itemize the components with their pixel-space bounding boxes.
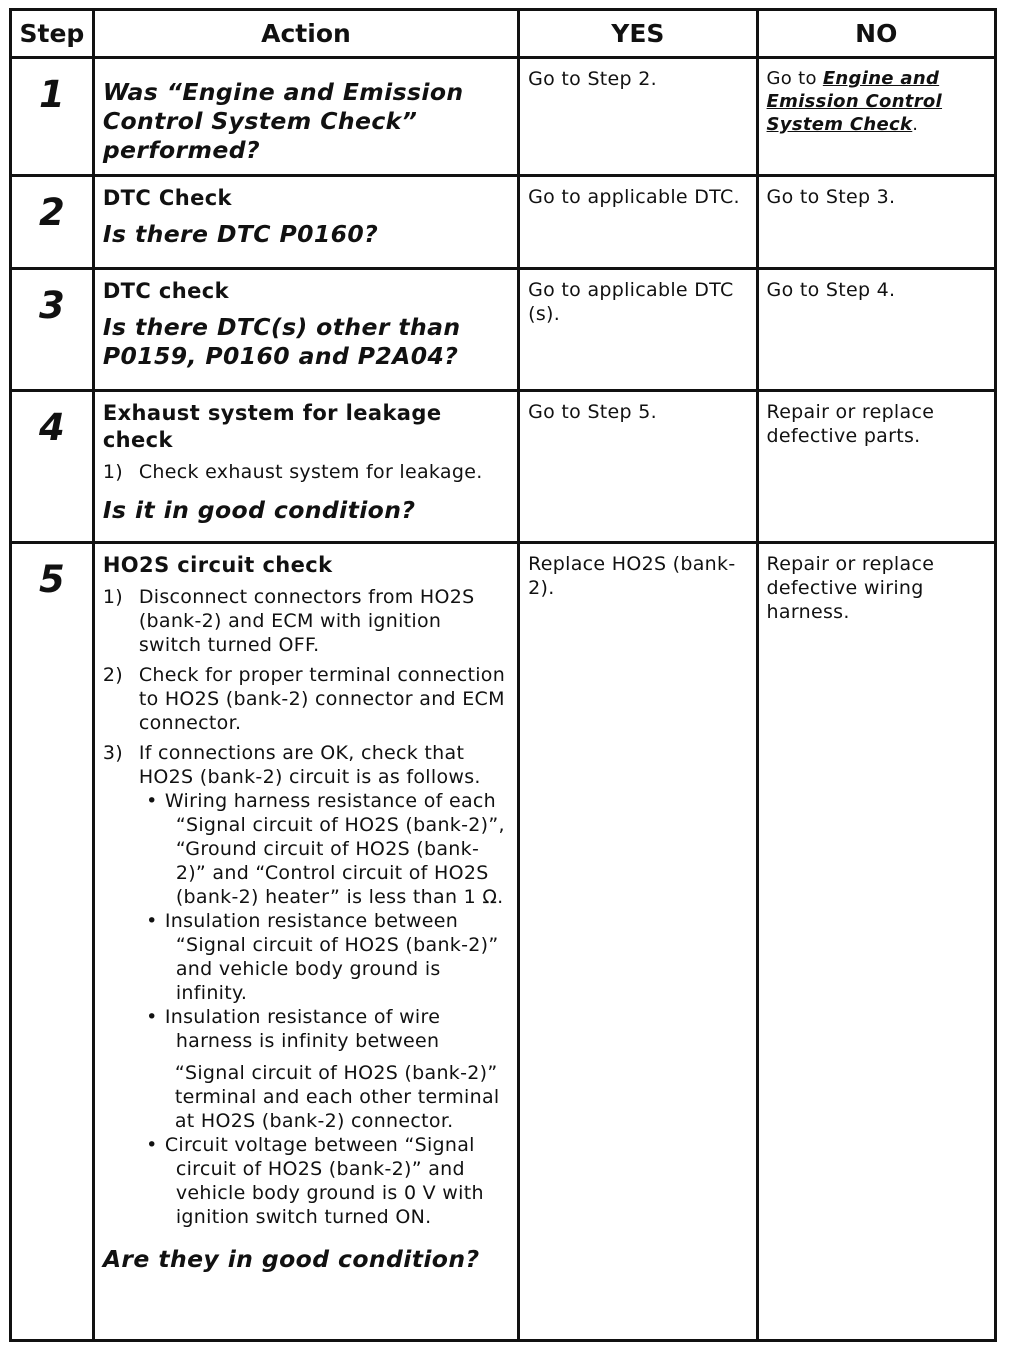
bullet-item (139, 1005, 509, 1053)
yes-cell: Replace HO2S (bank-2). (519, 543, 757, 1341)
step-number: 3 (11, 269, 94, 391)
bullet-item (139, 1133, 509, 1229)
item-number: 1) (102, 461, 123, 483)
step-number: 5 (11, 543, 94, 1341)
table-header-row (11, 10, 996, 58)
item-text: Disconnect connectors from HO2S (bank-2) and ECM with ignition switch turned OFF. (138, 586, 475, 656)
action-cell (93, 543, 518, 1341)
table-row-step-5 (11, 543, 996, 1341)
step-number: 4 (11, 391, 94, 543)
yes-cell: Go to Step 5. (519, 391, 757, 543)
bullet-item (139, 789, 509, 909)
list-item (103, 585, 509, 657)
action-cell (93, 176, 518, 269)
no-cell: Repair or replace defective wiring harness. (757, 543, 995, 1341)
step-number: 1 (11, 58, 94, 176)
bullet-item (139, 909, 509, 1005)
step-heading: HO2S circuit check (102, 553, 333, 577)
step-heading: DTC Check (102, 186, 232, 210)
bullet-icon: • (146, 1134, 158, 1156)
no-cell: Repair or replace defective parts. (757, 391, 995, 543)
yes-cell: Go to applicable DTC (s). (519, 269, 757, 391)
diagnostic-flow-table (9, 8, 997, 1342)
header-yes: YES (519, 10, 757, 58)
table-row-step-2 (11, 176, 996, 269)
step-heading: Exhaust system for leakage check (102, 401, 442, 452)
bullet-text: Insulation resistance between “Signal circuit of HO2S (bank-2)” and vehicle body ground is infinity. (164, 910, 499, 1004)
action-cell (93, 391, 518, 543)
table-row-step-3 (11, 269, 996, 391)
no-suffix: . (912, 114, 919, 135)
bullet-text: Insulation resistance of wire harness is infinity between (164, 1006, 441, 1052)
item-text: Check for proper terminal connection to HO2S (bank-2) connector and ECM connector. (138, 664, 506, 734)
header-no: NO (757, 10, 995, 58)
list-item (103, 460, 509, 484)
yes-cell: Go to Step 2. (519, 58, 757, 176)
list-item (103, 663, 509, 735)
header-action: Action (93, 10, 518, 58)
bullet-continuation: “Signal circuit of HO2S (bank-2)” terminal and each other terminal at HO2S (bank-2) connector. (174, 1062, 500, 1132)
item-number: 2) (102, 664, 123, 686)
step-question: Was “Engine and Emission Control System Check” performed? (102, 78, 464, 164)
item-text: If connections are OK, check that HO2S (bank-2) circuit is as follows. (138, 742, 481, 788)
no-prefix: Go to (766, 68, 823, 89)
bullet-text: Wiring harness resistance of each “Signal circuit of HO2S (bank-2)”, “Ground circuit of HO2S (bank-2)” and “Control circuit of HO2S (bank-2) heater” is less than 1 Ω. (164, 790, 505, 908)
table-row-step-4 (11, 391, 996, 543)
bullet-icon: • (146, 790, 158, 812)
item-text: Check exhaust system for leakage. (138, 461, 483, 483)
item-number: 1) (102, 586, 123, 608)
step-number: 2 (11, 176, 94, 269)
step-heading: DTC check (102, 279, 229, 303)
action-cell (93, 58, 518, 176)
item-number: 3) (102, 742, 123, 764)
table-row-step-1 (11, 58, 996, 176)
no-cell (757, 58, 995, 176)
no-cell: Go to Step 3. (757, 176, 995, 269)
header-step: Step (11, 10, 94, 58)
list-item (103, 741, 509, 789)
bullet-icon: • (146, 910, 158, 932)
engine-emission-check-link[interactable]: Engine and Emission Control System Check (766, 68, 943, 135)
yes-cell: Go to applicable DTC. (519, 176, 757, 269)
bullet-icon: • (146, 1006, 158, 1028)
step-question: Is it in good condition? (102, 496, 416, 524)
no-cell: Go to Step 4. (757, 269, 995, 391)
step-question: Is there DTC(s) other than P0159, P0160 and P2A04? (102, 313, 461, 370)
bullet-text: Circuit voltage between “Signal circuit of HO2S (bank-2)” and vehicle body ground is 0 V with ignition switch turned ON. (164, 1134, 484, 1228)
action-cell (93, 269, 518, 391)
step-question: Are they in good condition? (102, 1245, 480, 1273)
step-question: Is there DTC P0160? (102, 220, 379, 248)
